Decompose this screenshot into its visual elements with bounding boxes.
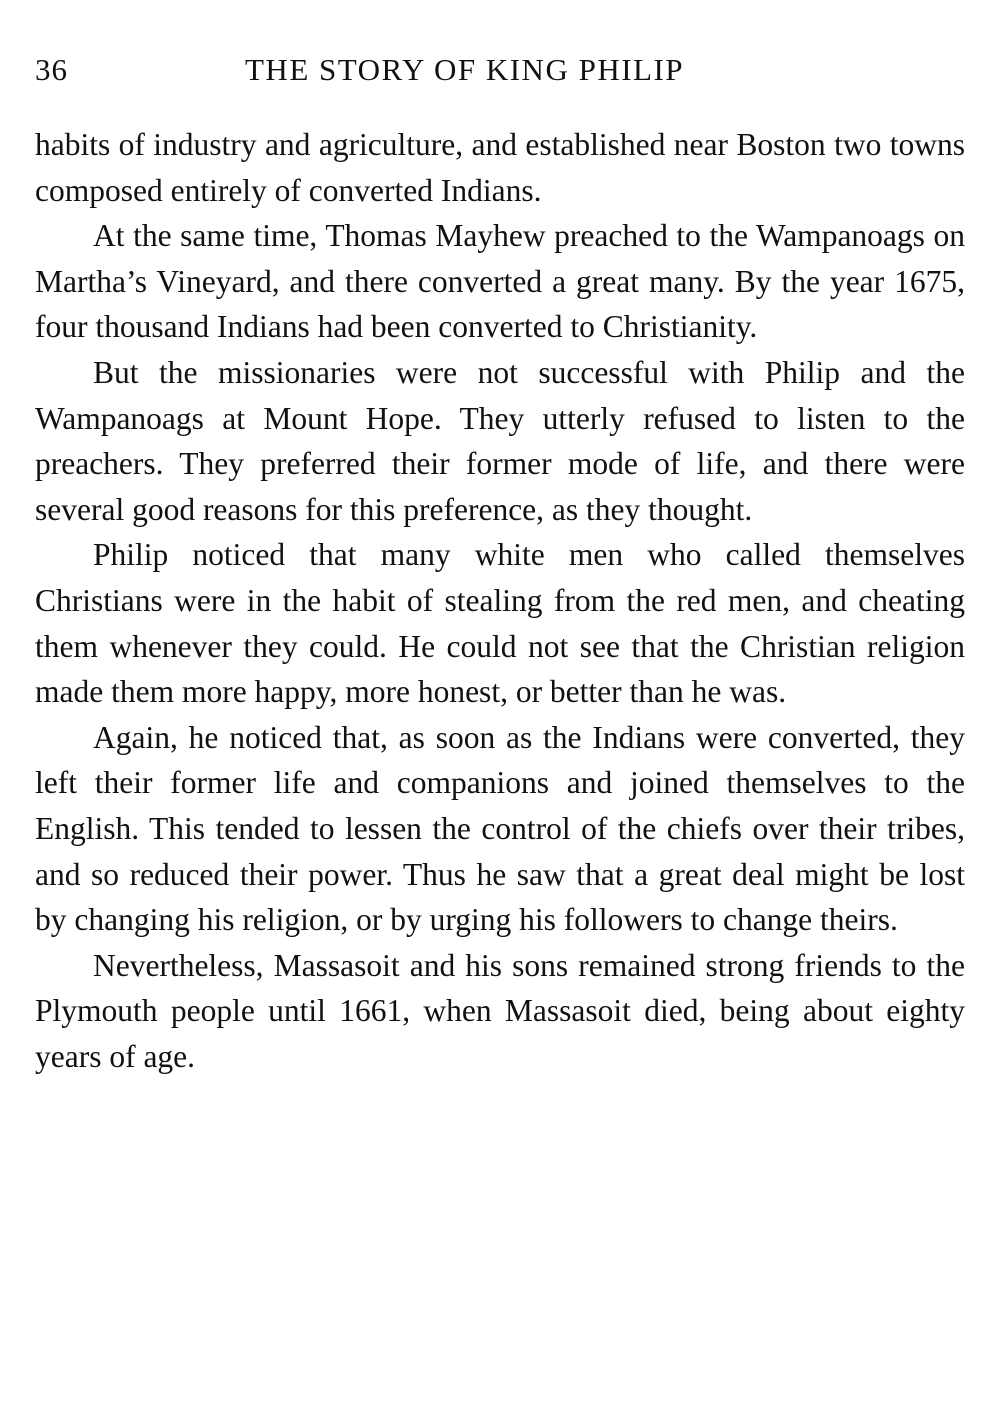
paragraph-philip-noticed: Philip noticed that many white men who called themselves Christians were in the habit of stealing from the red men, and cheating them whenever they could. He could not see that the Christian religion made them more happy, more honest, or better than he was. xyxy=(35,537,965,710)
running-head xyxy=(35,52,965,98)
book-page xyxy=(35,52,965,1079)
paragraph-continued: habits of industry and agriculture, and established near Boston two towns composed entirely of converted Indians. xyxy=(35,127,965,208)
running-title: THE STORY OF KING PHILIP xyxy=(245,52,685,87)
paragraph-missionaries: But the missionaries were not successful with Philip and the Wampanoags at Mount Hope. They utterly refused to listen to the preachers. They preferred their former mode of life, and there were several good reasons for this preference, as they thought. xyxy=(35,354,965,527)
paragraph-nevertheless: Nevertheless, Massasoit and his sons remained strong friends to the Plymouth people until 1661, when Massasoit died, being about eighty years of age. xyxy=(35,947,965,1074)
paragraph-mayhew: At the same time, Thomas Mayhew preached to the Wampanoags on Martha’s Vineyard, and there converted a great many. By the year 1675, four thousand Indians had been converted to Christianity. xyxy=(35,218,965,345)
paragraph-again: Again, he noticed that, as soon as the Indians were converted, they left their former life and companions and joined themselves to the English. This tended to lessen the control of the chiefs over their tribes, and so reduced their power. Thus he saw that a great deal might be lost by changing his religion, or by urging his followers to change theirs. xyxy=(35,719,965,938)
body-text xyxy=(35,122,965,1079)
page-number: 36 xyxy=(35,52,68,87)
